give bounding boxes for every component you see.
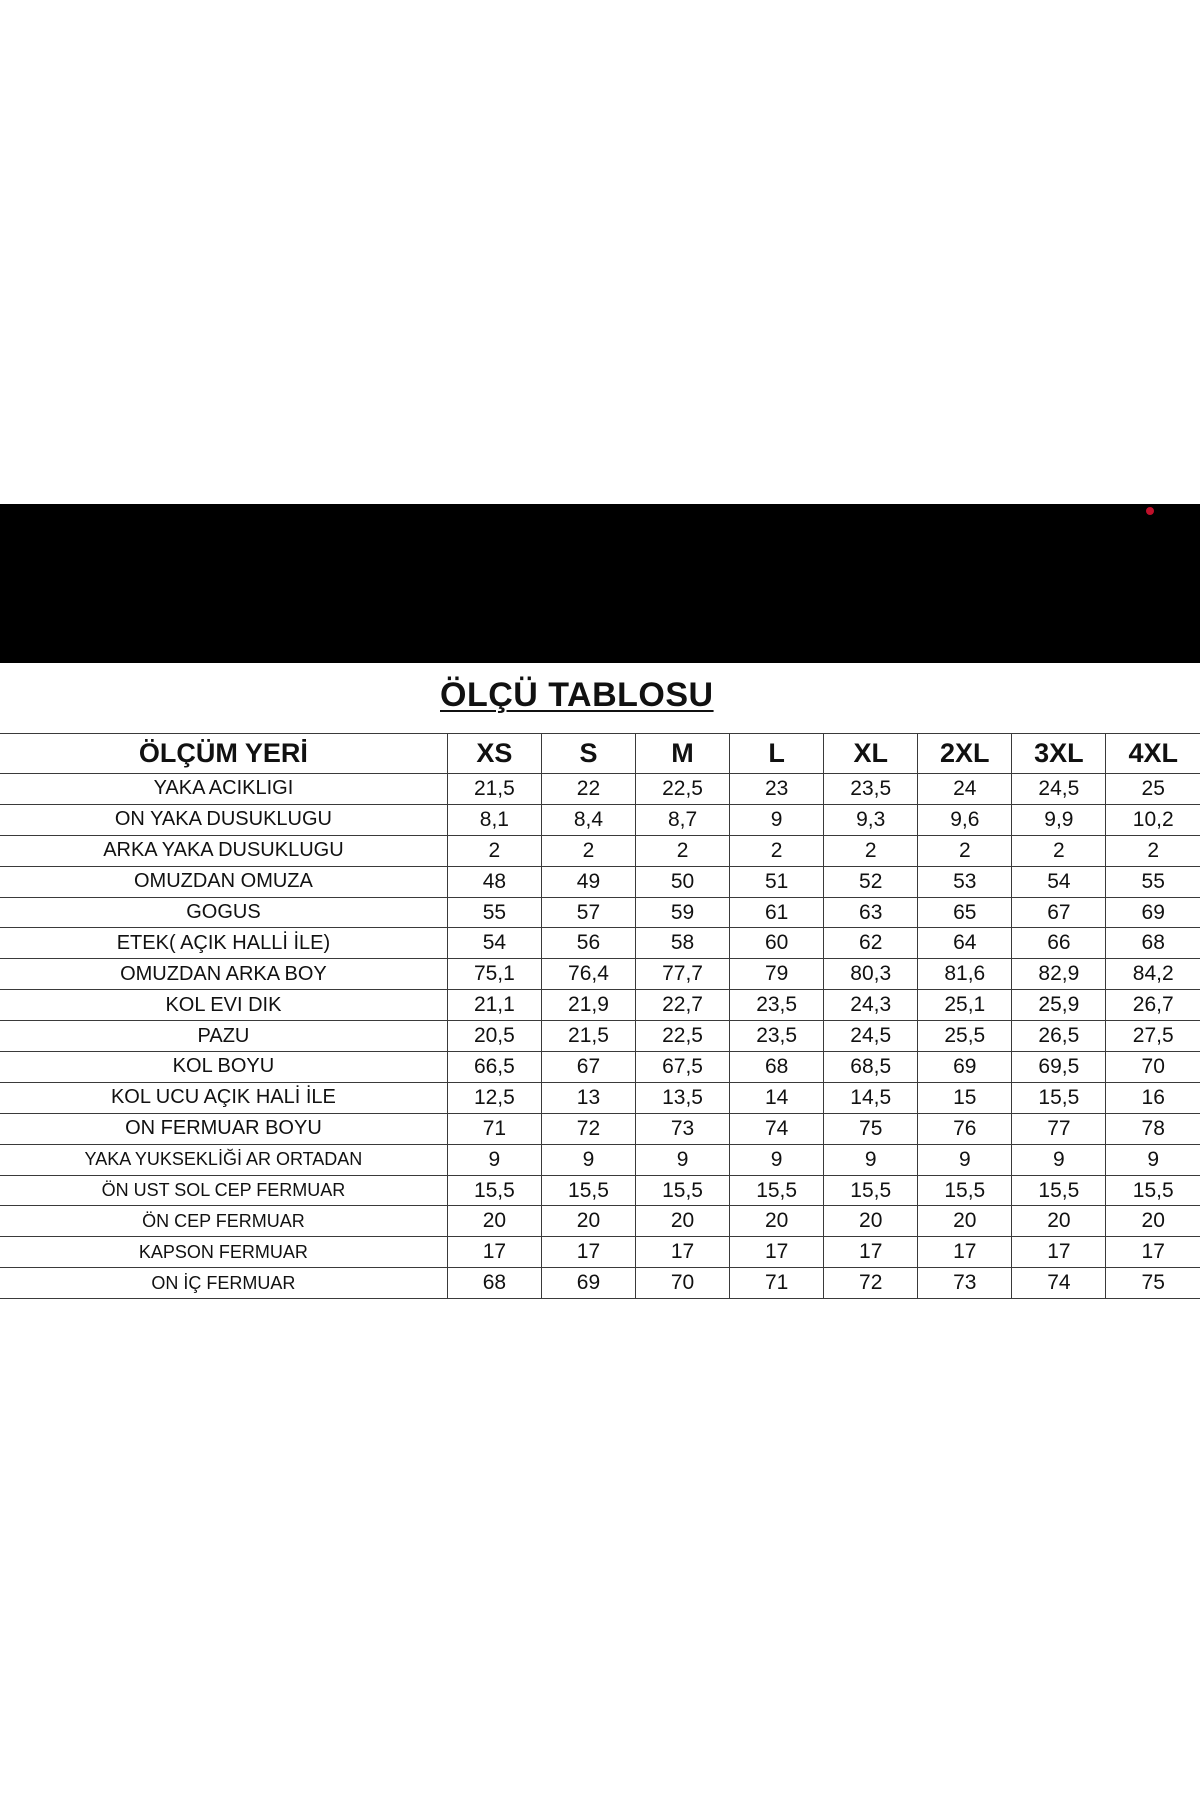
measurement-value: 70 bbox=[1106, 1052, 1200, 1083]
measurement-value: 15,5 bbox=[918, 1175, 1012, 1206]
measurement-value: 26,7 bbox=[1106, 990, 1200, 1021]
measurement-value: 21,5 bbox=[541, 1021, 635, 1052]
measurement-value: 67,5 bbox=[636, 1052, 730, 1083]
measurement-label: ON FERMUAR BOYU bbox=[0, 1113, 447, 1144]
table-row bbox=[0, 866, 1200, 897]
measurement-value: 24,5 bbox=[824, 1021, 918, 1052]
page-title: ÖLÇÜ TABLOSU bbox=[440, 676, 714, 714]
measurement-label: KOL BOYU bbox=[0, 1052, 447, 1083]
measurement-value: 51 bbox=[730, 866, 824, 897]
measurement-value: 13,5 bbox=[636, 1082, 730, 1113]
measurement-value: 69 bbox=[1106, 897, 1200, 928]
measurement-value: 9 bbox=[730, 804, 824, 835]
measurement-value: 14,5 bbox=[824, 1082, 918, 1113]
measurement-value: 2 bbox=[541, 835, 635, 866]
size-header: XS bbox=[447, 734, 541, 774]
measurement-value: 77,7 bbox=[636, 959, 730, 990]
measurement-label: ETEK( AÇIK HALLİ İLE) bbox=[0, 928, 447, 959]
measurement-value: 70 bbox=[636, 1268, 730, 1299]
measurement-value: 17 bbox=[447, 1237, 541, 1268]
table-row bbox=[0, 835, 1200, 866]
table-row bbox=[0, 1082, 1200, 1113]
measurement-value: 64 bbox=[918, 928, 1012, 959]
measurement-value: 20 bbox=[1012, 1206, 1106, 1237]
measurement-value: 59 bbox=[636, 897, 730, 928]
measurement-value: 9 bbox=[730, 1144, 824, 1175]
measurement-value: 12,5 bbox=[447, 1082, 541, 1113]
table-row bbox=[0, 897, 1200, 928]
measurement-value: 2 bbox=[447, 835, 541, 866]
measurement-value: 69 bbox=[918, 1052, 1012, 1083]
measurement-value: 13 bbox=[541, 1082, 635, 1113]
measurement-value: 66,5 bbox=[447, 1052, 541, 1083]
measurement-value: 21,1 bbox=[447, 990, 541, 1021]
red-dot bbox=[1146, 507, 1154, 515]
measurement-value: 15,5 bbox=[636, 1175, 730, 1206]
size-header: S bbox=[541, 734, 635, 774]
measurement-label: YAKA ACIKLIGI bbox=[0, 774, 447, 805]
table-row bbox=[0, 1021, 1200, 1052]
measurement-value: 20 bbox=[824, 1206, 918, 1237]
measurement-value: 20 bbox=[730, 1206, 824, 1237]
measurement-value: 20 bbox=[918, 1206, 1012, 1237]
measurement-value: 52 bbox=[824, 866, 918, 897]
measurement-label: PAZU bbox=[0, 1021, 447, 1052]
measurement-value: 16 bbox=[1106, 1082, 1200, 1113]
measurement-value: 75 bbox=[824, 1113, 918, 1144]
black-banner bbox=[0, 504, 1200, 663]
measurement-value: 24 bbox=[918, 774, 1012, 805]
measurement-value: 15,5 bbox=[447, 1175, 541, 1206]
table-row bbox=[0, 774, 1200, 805]
measurement-value: 10,2 bbox=[1106, 804, 1200, 835]
table-row bbox=[0, 990, 1200, 1021]
measurement-value: 84,2 bbox=[1106, 959, 1200, 990]
measurement-value: 2 bbox=[636, 835, 730, 866]
measurement-value: 8,7 bbox=[636, 804, 730, 835]
measurement-value: 9 bbox=[824, 1144, 918, 1175]
measurement-label: ON İÇ FERMUAR bbox=[0, 1268, 447, 1299]
measurement-value: 68 bbox=[447, 1268, 541, 1299]
measurement-label: ON YAKA DUSUKLUGU bbox=[0, 804, 447, 835]
measurement-value: 25 bbox=[1106, 774, 1200, 805]
measurement-value: 2 bbox=[1012, 835, 1106, 866]
measurement-value: 17 bbox=[824, 1237, 918, 1268]
measurement-value: 8,1 bbox=[447, 804, 541, 835]
measurement-label: ARKA YAKA DUSUKLUGU bbox=[0, 835, 447, 866]
measurement-value: 15,5 bbox=[1012, 1175, 1106, 1206]
size-header: L bbox=[730, 734, 824, 774]
measurement-value: 78 bbox=[1106, 1113, 1200, 1144]
measurement-value: 63 bbox=[824, 897, 918, 928]
measurement-value: 2 bbox=[824, 835, 918, 866]
measurement-label: ÖN UST SOL CEP FERMUAR bbox=[0, 1175, 447, 1206]
measurement-value: 75 bbox=[1106, 1268, 1200, 1299]
table-row bbox=[0, 959, 1200, 990]
measurement-value: 76,4 bbox=[541, 959, 635, 990]
measurement-value: 73 bbox=[918, 1268, 1012, 1299]
measurement-value: 68 bbox=[730, 1052, 824, 1083]
table-row bbox=[0, 804, 1200, 835]
table-body bbox=[0, 774, 1200, 1299]
table-row bbox=[0, 1206, 1200, 1237]
measurement-value: 25,9 bbox=[1012, 990, 1106, 1021]
measurement-value: 15,5 bbox=[541, 1175, 635, 1206]
measurement-value: 20 bbox=[636, 1206, 730, 1237]
table-row bbox=[0, 1052, 1200, 1083]
measurement-value: 9 bbox=[1106, 1144, 1200, 1175]
measurement-value: 20 bbox=[447, 1206, 541, 1237]
measurement-value: 67 bbox=[1012, 897, 1106, 928]
table-row bbox=[0, 1144, 1200, 1175]
measurement-value: 27,5 bbox=[1106, 1021, 1200, 1052]
measurement-value: 73 bbox=[636, 1113, 730, 1144]
table-row bbox=[0, 928, 1200, 959]
measurement-value: 61 bbox=[730, 897, 824, 928]
size-chart-table bbox=[0, 733, 1200, 1299]
measurement-value: 53 bbox=[918, 866, 1012, 897]
measurement-value: 60 bbox=[730, 928, 824, 959]
measurement-value: 24,3 bbox=[824, 990, 918, 1021]
measurement-value: 69,5 bbox=[1012, 1052, 1106, 1083]
size-header: 4XL bbox=[1106, 734, 1200, 774]
measurement-value: 9,9 bbox=[1012, 804, 1106, 835]
measurement-value: 69 bbox=[541, 1268, 635, 1299]
measurement-value: 9 bbox=[541, 1144, 635, 1175]
measurement-value: 25,5 bbox=[918, 1021, 1012, 1052]
measurement-label: ÖN CEP FERMUAR bbox=[0, 1206, 447, 1237]
measurement-value: 17 bbox=[1012, 1237, 1106, 1268]
measurement-value: 15 bbox=[918, 1082, 1012, 1113]
measurement-value: 72 bbox=[824, 1268, 918, 1299]
measurement-value: 15,5 bbox=[824, 1175, 918, 1206]
measurement-label: OMUZDAN ARKA BOY bbox=[0, 959, 447, 990]
measurement-value: 17 bbox=[730, 1237, 824, 1268]
size-header: 3XL bbox=[1012, 734, 1106, 774]
measurement-value: 17 bbox=[541, 1237, 635, 1268]
measurement-value: 21,9 bbox=[541, 990, 635, 1021]
measurement-value: 8,4 bbox=[541, 804, 635, 835]
measurement-value: 24,5 bbox=[1012, 774, 1106, 805]
measurement-value: 74 bbox=[1012, 1268, 1106, 1299]
measurement-value: 23,5 bbox=[730, 990, 824, 1021]
measurement-value: 23 bbox=[730, 774, 824, 805]
measurement-value: 15,5 bbox=[730, 1175, 824, 1206]
measurement-value: 77 bbox=[1012, 1113, 1106, 1144]
size-header: XL bbox=[824, 734, 918, 774]
measurement-value: 20 bbox=[1106, 1206, 1200, 1237]
measurement-value: 74 bbox=[730, 1113, 824, 1144]
measurement-value: 9 bbox=[447, 1144, 541, 1175]
measurement-value: 20,5 bbox=[447, 1021, 541, 1052]
measurement-value: 9 bbox=[636, 1144, 730, 1175]
measurement-value: 56 bbox=[541, 928, 635, 959]
measurement-value: 23,5 bbox=[730, 1021, 824, 1052]
measurement-value: 2 bbox=[1106, 835, 1200, 866]
measurement-value: 14 bbox=[730, 1082, 824, 1113]
measurement-value: 75,1 bbox=[447, 959, 541, 990]
measurement-value: 82,9 bbox=[1012, 959, 1106, 990]
measurement-value: 22 bbox=[541, 774, 635, 805]
measurement-value: 17 bbox=[918, 1237, 1012, 1268]
measurement-value: 58 bbox=[636, 928, 730, 959]
measurement-value: 55 bbox=[447, 897, 541, 928]
measurement-value: 76 bbox=[918, 1113, 1012, 1144]
measurement-value: 9 bbox=[918, 1144, 1012, 1175]
measurement-label: YAKA YUKSEKLİĞİ AR ORTADAN bbox=[0, 1144, 447, 1175]
measurement-value: 67 bbox=[541, 1052, 635, 1083]
measurement-value: 72 bbox=[541, 1113, 635, 1144]
size-header: 2XL bbox=[918, 734, 1012, 774]
measurement-value: 54 bbox=[1012, 866, 1106, 897]
measurement-value: 9,6 bbox=[918, 804, 1012, 835]
table-row bbox=[0, 1175, 1200, 1206]
measurement-value: 25,1 bbox=[918, 990, 1012, 1021]
measurement-value: 81,6 bbox=[918, 959, 1012, 990]
measurement-value: 15,5 bbox=[1106, 1175, 1200, 1206]
table-row bbox=[0, 1237, 1200, 1268]
measurement-value: 71 bbox=[730, 1268, 824, 1299]
measurement-value: 66 bbox=[1012, 928, 1106, 959]
measurement-value: 71 bbox=[447, 1113, 541, 1144]
table-row bbox=[0, 1268, 1200, 1299]
table-header-row bbox=[0, 734, 1200, 774]
measurement-label: KAPSON FERMUAR bbox=[0, 1237, 447, 1268]
measurement-label: KOL EVI DIK bbox=[0, 990, 447, 1021]
measurement-value: 26,5 bbox=[1012, 1021, 1106, 1052]
table-row bbox=[0, 1113, 1200, 1144]
measurement-value: 2 bbox=[918, 835, 1012, 866]
measurement-value: 49 bbox=[541, 866, 635, 897]
measurement-value: 50 bbox=[636, 866, 730, 897]
measurement-value: 54 bbox=[447, 928, 541, 959]
measurement-value: 22,5 bbox=[636, 1021, 730, 1052]
measurement-value: 62 bbox=[824, 928, 918, 959]
measurement-header: ÖLÇÜM YERİ bbox=[0, 734, 447, 774]
measurement-value: 23,5 bbox=[824, 774, 918, 805]
measurement-value: 21,5 bbox=[447, 774, 541, 805]
measurement-label: OMUZDAN OMUZA bbox=[0, 866, 447, 897]
measurement-value: 9 bbox=[1012, 1144, 1106, 1175]
measurement-value: 17 bbox=[636, 1237, 730, 1268]
measurement-label: KOL UCU AÇIK HALİ İLE bbox=[0, 1082, 447, 1113]
measurement-value: 65 bbox=[918, 897, 1012, 928]
measurement-value: 22,5 bbox=[636, 774, 730, 805]
measurement-value: 20 bbox=[541, 1206, 635, 1237]
measurement-value: 2 bbox=[730, 835, 824, 866]
measurement-value: 55 bbox=[1106, 866, 1200, 897]
measurement-value: 15,5 bbox=[1012, 1082, 1106, 1113]
measurement-value: 79 bbox=[730, 959, 824, 990]
measurement-value: 80,3 bbox=[824, 959, 918, 990]
measurement-value: 48 bbox=[447, 866, 541, 897]
measurement-value: 68 bbox=[1106, 928, 1200, 959]
measurement-label: GOGUS bbox=[0, 897, 447, 928]
measurement-value: 22,7 bbox=[636, 990, 730, 1021]
measurement-value: 57 bbox=[541, 897, 635, 928]
measurement-value: 68,5 bbox=[824, 1052, 918, 1083]
size-header: M bbox=[636, 734, 730, 774]
measurement-value: 17 bbox=[1106, 1237, 1200, 1268]
measurement-value: 9,3 bbox=[824, 804, 918, 835]
